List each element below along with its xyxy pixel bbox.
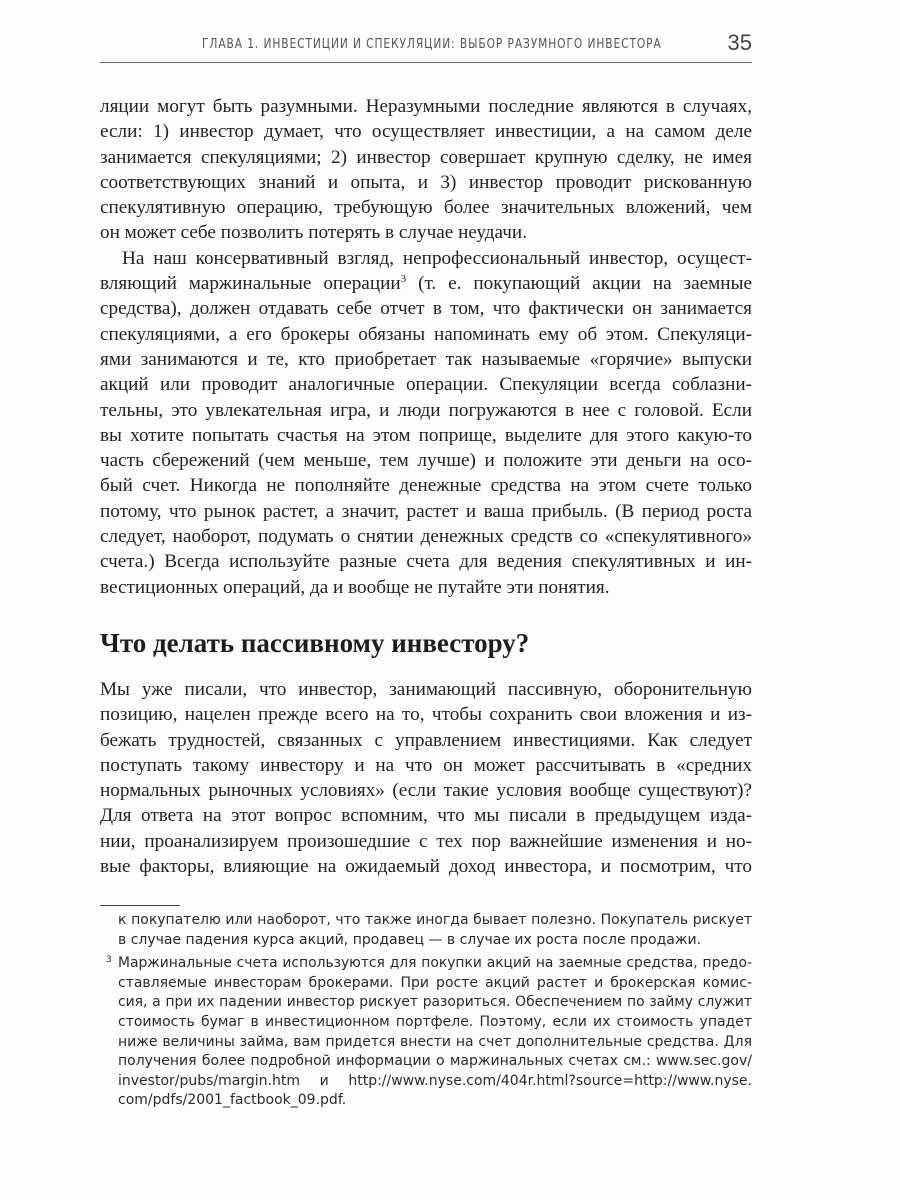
text-line: счета.) Всегда используйте разные счета для ведения спекулятивных и ин- xyxy=(100,551,752,573)
text-fragment: (т. е. покупающий акции на заемные xyxy=(418,273,752,295)
footnotes xyxy=(100,911,752,1115)
text-line: Для ответа на этот вопрос вспомним, что мы писали в предыдущем изда- xyxy=(100,805,752,827)
body-text-section xyxy=(100,677,752,879)
running-header xyxy=(100,30,752,63)
text-line: следует, наоборот, подумать о снятии денежных средств со «спекулятивного» xyxy=(100,526,752,548)
text-line: тельны, это увлекательная игра, и люди погружаются в нее с головой. Если xyxy=(100,399,752,421)
footnote-line-with-link[interactable]: investor/pubs/margin.htm и http://www.nyse.com/404r.html?source=http://www.nyse. xyxy=(118,1072,752,1089)
text-line: соответствующих знаний и опыта, и 3) инвестор проводит рискованную xyxy=(100,171,752,193)
text-line: потому, что рынок растет, а значит, растет и ваша прибыль. (В период роста xyxy=(100,500,752,522)
text-line: вы хотите попытать счастья на этом поприще, выделите для этого какую-то xyxy=(100,424,752,446)
text-line: поступать такому инвестору и на что он может рассчитывать в «средних xyxy=(100,754,752,776)
text-fragment: вляющий маржинальные операции xyxy=(100,273,401,295)
text-line: нии, проанализируем произошедшие с тех пор важнейшие изменения и но- xyxy=(100,830,752,852)
text-line: ями занимаются и те, кто приобретает так называемые «горячие» выпуски xyxy=(100,348,752,370)
text-line: Мы уже писали, что инвестор, занимающий пассивную, оборонительную xyxy=(100,679,752,700)
text-line: занимается спекуляциями; 2) инвестор совершает крупную сделку, не имея xyxy=(100,146,752,168)
footnote-line-with-link[interactable]: com/pdfs/2001_factbook_09.pdf. xyxy=(118,1092,347,1109)
text-line: бежать трудностей, связанных с управлением инвестициями. Как следует xyxy=(100,729,752,751)
text-line: часть сбережений (чем меньше, тем лучше) и положите эти деньги на осо- xyxy=(100,450,752,472)
text-line: он может себе позволить потерять в случае неудачи. xyxy=(100,222,527,244)
footnote-line: Маржинальные счета используются для покупки акций на заемные средства, предо- xyxy=(118,955,752,972)
body-text-top xyxy=(100,94,752,600)
footnote-separator xyxy=(100,905,180,906)
footnote-line: в случае падения курса акций, продавец — в случае их роста после продажи. xyxy=(118,931,702,948)
paragraph-passive-investor xyxy=(100,677,752,879)
text-line: ляции могут быть разумными. Неразумными последние являются в случаях, xyxy=(100,96,752,117)
text-line: спекуляциями, а его брокеры обязаны напоминать ему об этом. Спекуляци- xyxy=(100,323,752,345)
footnote-3 xyxy=(100,954,752,1111)
text-line: спекулятивную операцию, требующую более значительных вложений, чем xyxy=(100,197,752,219)
text-line-with-footnote xyxy=(100,271,752,296)
text-line: вые факторы, влияющие на ожидаемый доход инвестора, и посмотрим, что xyxy=(100,856,752,878)
text-line: позицию, нацелен прежде всего на то, чтобы сохранить свои вложения и из- xyxy=(100,704,752,726)
text-line: На наш консервативный взгляд, непрофессиональный инвестор, осущест- xyxy=(122,247,752,269)
page-number: 35 xyxy=(727,30,752,55)
footnote-line: ниже величины займа, вам придется внести на счет дополнительные средства. Для xyxy=(118,1033,752,1050)
text-line: если: 1) инвестор думает, что осуществляет инвестиции, а на самом деле xyxy=(100,121,752,143)
text-line: вестиционных операций, да и вообще не путайте эти понятия. xyxy=(100,576,610,598)
footnote-marker: 3 xyxy=(106,955,112,966)
text-line: средства), должен отдавать себе отчет в том, что фактически он занимается xyxy=(100,298,752,320)
text-line: нормальных рыночных условиях» (если такие условия вообще существуют)? xyxy=(100,780,752,802)
text-line: акций или проводит аналогичные операции. Спекуляции всегда соблазни- xyxy=(100,374,752,396)
text-line: бый счет. Никогда не пополняйте денежные средства на этом счете только xyxy=(100,475,752,497)
paragraph-margin-trading xyxy=(100,246,752,600)
chapter-title: ГЛАВА 1. ИНВЕСТИЦИИ И СПЕКУЛЯЦИИ: ВЫБОР РАЗУМНОГО ИНВЕСТОРА xyxy=(202,37,662,52)
paragraph-continuation xyxy=(100,94,752,246)
footnote-line: ставляемые инвесторам брокерами. При росте акций растет и брокерская комис- xyxy=(118,974,752,991)
section-heading: Что делать пассивному инвестору? xyxy=(100,628,530,658)
footnote-reference[interactable]: 3 xyxy=(400,273,407,286)
footnote-continued xyxy=(100,911,752,950)
footnote-line: сия, а при их падении инвестор рискует разориться. Обеспечением по займу служит xyxy=(118,994,752,1011)
footnote-line-with-link[interactable]: получения более подробной информации о маржинальных счетах см.: www.sec.gov/ xyxy=(118,1053,752,1070)
footnote-line: стоимость бумаг в инвестиционном портфеле. Поэтому, если их стоимость упадет xyxy=(118,1013,752,1030)
footnote-line: к покупателю или наоборот, что также иногда бывает полезно. Покупатель рискует xyxy=(118,912,752,928)
